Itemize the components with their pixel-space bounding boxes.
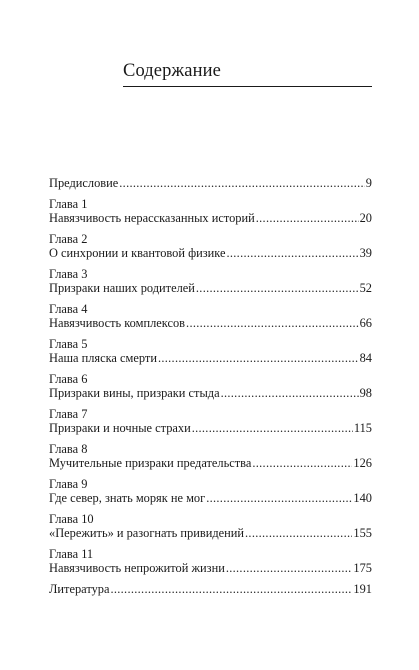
- dot-leader: [245, 526, 352, 540]
- chapter-label: Глава 4: [49, 302, 88, 316]
- chapter-label: Глава 3: [49, 267, 88, 281]
- page-number: 52: [359, 281, 372, 295]
- page-number: 66: [359, 316, 372, 330]
- chapter-label: Глава 10: [49, 512, 94, 526]
- entry-title: Призраки вины, призраки стыда: [49, 386, 220, 400]
- dot-leader: [206, 491, 352, 505]
- toc-line: [49, 526, 372, 540]
- page-number: 98: [359, 386, 372, 400]
- page-number: 20: [359, 211, 372, 225]
- entry-title: «Пережить» и разогнать привидений: [49, 526, 245, 540]
- chapter-label: Глава 2: [49, 232, 88, 246]
- chapter-label: Глава 7: [49, 407, 88, 421]
- toc-entry-chapter-6[interactable]: [49, 372, 372, 400]
- toc-line: [49, 561, 372, 575]
- dot-leader: [221, 386, 359, 400]
- toc-entry-literature[interactable]: [49, 582, 372, 596]
- page-number: 115: [353, 421, 372, 435]
- chapter-label: Глава 8: [49, 442, 88, 456]
- entry-title: Навязчивость нерассказанных историй: [49, 211, 255, 225]
- toc-entry-chapter-10[interactable]: [49, 512, 372, 540]
- toc-line: [49, 246, 372, 260]
- table-of-contents: [49, 176, 372, 596]
- toc-line: [49, 386, 372, 400]
- entry-title: Навязчивость комплексов: [49, 316, 186, 330]
- entry-title: Мучительные призраки предательства: [49, 456, 252, 470]
- entry-title: Навязчивость непрожитой жизни: [49, 561, 225, 575]
- entry-title: Предисловие: [49, 176, 119, 190]
- page-number: 126: [353, 456, 372, 470]
- page-number: 84: [359, 351, 372, 365]
- toc-entry-chapter-11[interactable]: [49, 547, 372, 575]
- page-number: 140: [353, 491, 372, 505]
- page-number: 9: [365, 176, 372, 190]
- page-number: 39: [359, 246, 372, 260]
- dot-leader: [158, 351, 359, 365]
- heading-rule: [123, 86, 372, 87]
- toc-line: [49, 491, 372, 505]
- dot-leader: [186, 316, 359, 330]
- entry-title: Наша пляска смерти: [49, 351, 157, 365]
- chapter-label: Глава 11: [49, 547, 94, 561]
- toc-heading: Содержание: [123, 61, 221, 81]
- dot-leader: [226, 561, 353, 575]
- toc-entry-chapter-5[interactable]: [49, 337, 372, 365]
- page-number: 175: [353, 561, 372, 575]
- toc-entry-chapter-3[interactable]: [49, 267, 372, 295]
- chapter-label: Глава 6: [49, 372, 88, 386]
- toc-entry-preface[interactable]: [49, 176, 372, 190]
- page-number: 191: [353, 582, 372, 596]
- dot-leader: [192, 421, 353, 435]
- dot-leader: [110, 582, 352, 596]
- toc-line: [49, 456, 372, 470]
- entry-title: Призраки и ночные страхи: [49, 421, 191, 435]
- entry-title: Где север, знать моряк не мог: [49, 491, 206, 505]
- dot-leader: [226, 246, 358, 260]
- toc-entry-chapter-9[interactable]: [49, 477, 372, 505]
- toc-entry-chapter-8[interactable]: [49, 442, 372, 470]
- page-number: 155: [353, 526, 372, 540]
- dot-leader: [256, 211, 359, 225]
- toc-entry-chapter-2[interactable]: [49, 232, 372, 260]
- toc-line: [49, 281, 372, 295]
- toc-entry-chapter-4[interactable]: [49, 302, 372, 330]
- entry-title: О синхронии и квантовой физике: [49, 246, 226, 260]
- toc-line: [49, 421, 372, 435]
- chapter-label: Глава 1: [49, 197, 88, 211]
- toc-line: [49, 211, 372, 225]
- toc-line: [49, 176, 372, 190]
- entry-title: Литература: [49, 582, 110, 596]
- toc-line: [49, 316, 372, 330]
- toc-line: [49, 582, 372, 596]
- chapter-label: Глава 9: [49, 477, 88, 491]
- toc-entry-chapter-1[interactable]: [49, 197, 372, 225]
- dot-leader: [252, 456, 352, 470]
- chapter-label: Глава 5: [49, 337, 88, 351]
- entry-title: Призраки наших родителей: [49, 281, 195, 295]
- toc-entry-chapter-7[interactable]: [49, 407, 372, 435]
- toc-line: [49, 351, 372, 365]
- dot-leader: [119, 176, 365, 190]
- dot-leader: [196, 281, 359, 295]
